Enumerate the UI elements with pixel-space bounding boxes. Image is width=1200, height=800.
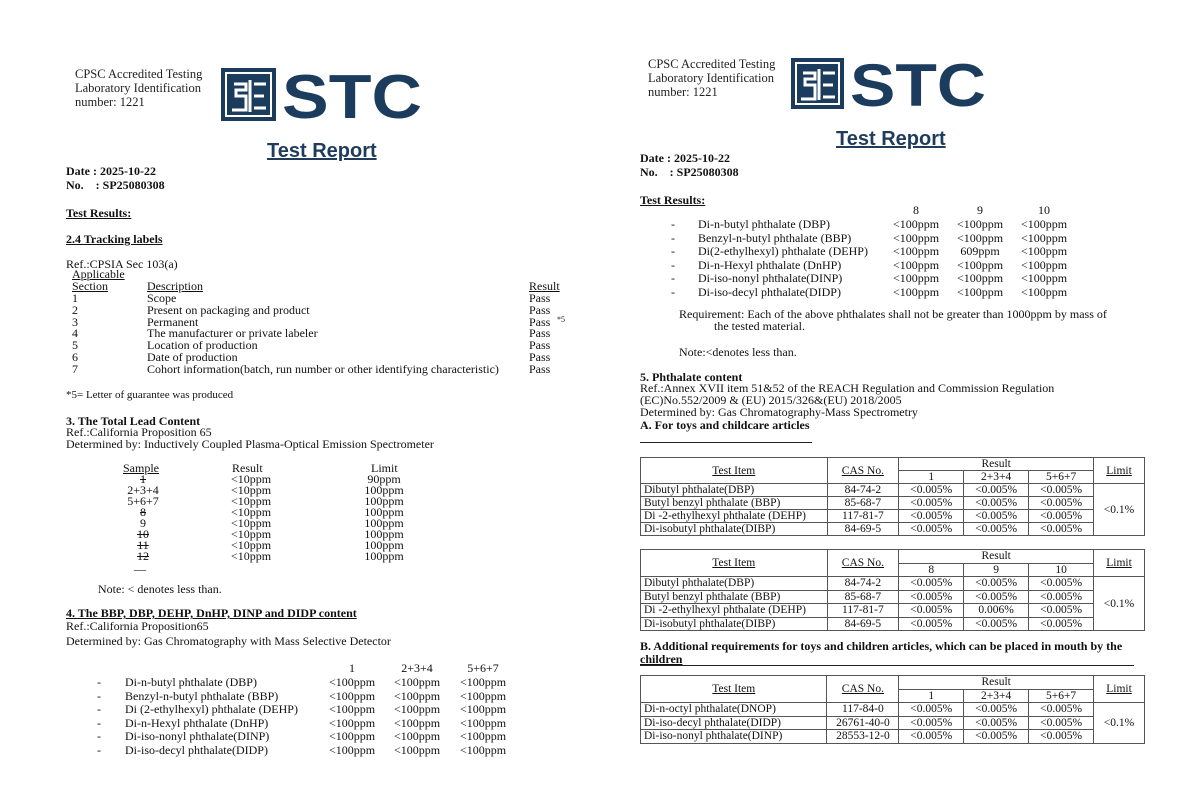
sample-col-header: 10 (1029, 563, 1094, 577)
test-item-cell: Butyl benzyl phthalate (BBP) (641, 497, 828, 510)
tracking-description: Permanent (147, 314, 199, 329)
header-row (641, 458, 1145, 471)
tracking-section: 3 (72, 314, 78, 329)
phthalate-value: <100ppm (1020, 284, 1068, 299)
footnote: *5= Letter of guarantee was produced (66, 389, 234, 401)
table-row (641, 497, 1145, 510)
lab-line: Laboratory Identification (648, 71, 774, 85)
bullet-dash: - (671, 284, 675, 299)
lead-result: <10ppm (230, 538, 272, 552)
lead-sample: 2+3+4 (127, 483, 159, 497)
bullet-dash: - (97, 715, 101, 730)
table-row (641, 716, 1145, 730)
result-cell: <0.005% (964, 730, 1029, 744)
phthalate-value: <100ppm (956, 271, 1004, 285)
lab-id-block (648, 57, 775, 99)
lead-note: Note: < denotes less than. (98, 582, 222, 596)
result-cell: <0.005% (964, 510, 1029, 523)
cas-cell: 84-69-5 (827, 617, 899, 631)
brand-text: STC (282, 66, 422, 124)
lead-sample: 10 (137, 527, 149, 541)
lead-result: <10ppm (230, 527, 272, 541)
phthalate-value: <100ppm (328, 688, 376, 703)
cas-cell: 85-68-7 (827, 590, 899, 604)
result-cell: <0.005% (1029, 577, 1094, 591)
section-b-heading: B. Additional requirements for toys and children articles, which can be placed in mouth by the (640, 639, 1123, 653)
phthalate-value: <100ppm (328, 742, 376, 757)
lead-limit: 90ppm (367, 472, 401, 486)
test-item-cell: Di -2-ethylhexyl phthalate (DEHP) (641, 510, 828, 523)
phthalate-value: <100ppm (892, 230, 940, 245)
test-item-cell: Di-isobutyl phthalate(DIBP) (641, 617, 828, 631)
result-cell: <0.005% (1029, 590, 1094, 604)
reach-method: Determined by: Gas Chromatography-Mass Spectrometry (640, 405, 918, 419)
col-cas: CAS No. (827, 550, 899, 577)
phthalate-value: <100ppm (892, 217, 940, 231)
lead-result: <10ppm (230, 483, 272, 497)
bullet-dash: - (97, 742, 101, 757)
tracking-description: The manufacturer or private labeler (147, 326, 318, 341)
bullet-dash: - (671, 230, 675, 245)
lead-sample: 5+6+7 (127, 494, 159, 508)
phthalate-value: <100ppm (328, 675, 376, 689)
result-cell: <0.005% (964, 590, 1029, 604)
sample-col-header: 5+6+7 (1029, 689, 1094, 703)
phthalate-value: <100ppm (393, 729, 441, 743)
col-limit: Limit (1094, 550, 1145, 577)
phthalate-name: Benzyl-n-butyl phthalate (BBP) (698, 230, 852, 245)
result-cell: <0.005% (964, 716, 1029, 730)
lead-result: <10ppm (230, 505, 272, 519)
phthalate-col-header: 2+3+4 (401, 661, 433, 675)
stc-logo (220, 66, 425, 124)
lead-ref: Ref.:California Proposition 65 (66, 425, 212, 439)
report-date: Date : 2025-10-22 (640, 151, 730, 165)
phthalate-value: <100ppm (393, 715, 441, 730)
table-row (641, 523, 1145, 536)
result-cell: <0.005% (899, 716, 964, 730)
phthalate-name: Di (2-ethylhexyl) phthalate (DEHP) (125, 702, 298, 716)
phthalate-value: <100ppm (1020, 257, 1068, 272)
col-result: Result (899, 550, 1094, 564)
lead-limit: 100ppm (364, 483, 404, 497)
phthalate-heading: 4. The BBP, DBP, DEHP, DnHP, DINP and DIDP content (66, 606, 357, 620)
result-cell: <0.005% (1029, 523, 1094, 536)
tracking-result: Pass (529, 361, 551, 376)
lead-sample: 1 (140, 472, 146, 486)
result-cell: <0.005% (1029, 510, 1094, 523)
sample-col-header: 2+3+4 (964, 689, 1029, 703)
test-item-cell: Di-n-octyl phthalate(DNOP) (641, 703, 827, 717)
phthalate-col-header: 1 (349, 661, 355, 675)
phthalate-name: Di-iso-nonyl phthalate(DINP) (125, 729, 270, 743)
phthalate-col-header: 10 (1038, 203, 1050, 217)
tracking-description: Present on packaging and product (147, 302, 310, 317)
lead-result: <10ppm (230, 549, 272, 563)
report-title: Test Report (836, 128, 946, 150)
phthalate-value: <100ppm (1020, 230, 1068, 245)
phthalate-value: <100ppm (892, 244, 940, 258)
section-a-heading: A. For toys and childcare articles (640, 418, 810, 432)
phthalate-value: <100ppm (892, 271, 940, 285)
phthalate-ref: Ref.:California Proposition65 (66, 619, 209, 633)
phthalate-col-header: 8 (913, 203, 919, 217)
phthalate-value: <100ppm (956, 284, 1004, 299)
lab-line: Laboratory Identification (75, 81, 201, 95)
phthalate-value: <100ppm (459, 702, 507, 716)
lead-sample: 11 (137, 538, 149, 552)
result-cell: <0.005% (964, 523, 1029, 536)
tracking-section: 2 (72, 302, 78, 317)
cas-cell: 117-84-0 (827, 703, 899, 717)
result-cell: <0.005% (899, 523, 964, 536)
tracking-result: Pass (529, 326, 551, 341)
phthalate-value: <100ppm (956, 217, 1004, 231)
tracking-result: Pass (529, 314, 551, 329)
lead-sample: 12 (137, 549, 149, 563)
cas-cell: 28553-12-0 (827, 730, 899, 744)
result-cell: <0.005% (899, 484, 964, 497)
tracking-description: Date of production (147, 350, 238, 364)
result-cell: <0.005% (1029, 484, 1094, 497)
result-cell: <0.005% (1029, 703, 1094, 717)
tracking-heading: 2.4 Tracking labels (66, 232, 163, 246)
cas-cell: 84-74-2 (827, 577, 899, 591)
table-row (641, 510, 1145, 523)
table-row (641, 703, 1145, 717)
bullet-dash: - (97, 675, 101, 689)
lead-limit: 100ppm (364, 516, 404, 530)
result-cell: <0.005% (1029, 716, 1094, 730)
result-cell: <0.005% (964, 617, 1029, 631)
reach-ref: (EC)No.552/2009 & (EU) 2015/326&(EU) 2018/2005 (640, 393, 902, 407)
test-item-cell: Dibutyl phthalate(DBP) (641, 577, 828, 591)
result-table (640, 457, 1145, 536)
lab-line: number: 1221 (648, 85, 718, 99)
result-cell: <0.005% (899, 510, 964, 523)
test-item-cell: Di -2-ethylhexyl phthalate (DEHP) (641, 604, 828, 618)
limit-cell: <0.1% (1094, 484, 1145, 536)
limit-cell: <0.1% (1094, 577, 1145, 631)
phthalate-value: <100ppm (1020, 244, 1068, 258)
cas-cell: 85-68-7 (827, 497, 899, 510)
phthalate-name: Di-n-butyl phthalate (DBP) (125, 675, 257, 689)
lead-result: <10ppm (230, 494, 272, 508)
test-results-heading: Test Results: (66, 206, 132, 220)
phthalate-name: Di-iso-decyl phthalate(DIDP) (698, 284, 841, 299)
result-cell: <0.005% (964, 577, 1029, 591)
phthalate-value: <100ppm (459, 715, 507, 730)
bullet-dash: - (97, 702, 101, 716)
cas-cell: 26761-40-0 (827, 716, 899, 730)
phthalate-value: <100ppm (328, 729, 376, 743)
result-cell: <0.005% (1029, 604, 1094, 618)
stc-logo (790, 56, 990, 112)
result-cell: <0.005% (1029, 730, 1094, 744)
phthalate-value: <100ppm (393, 675, 441, 689)
result-cell: <0.005% (1029, 497, 1094, 510)
test-item-cell: Di-iso-nonyl phthalate(DINP) (641, 730, 827, 744)
bullet-dash: - (671, 257, 675, 272)
tracking-section: 7 (72, 361, 78, 376)
result-cell: <0.005% (899, 590, 964, 604)
bullet-dash: - (671, 271, 675, 285)
tracking-section: 6 (72, 350, 78, 364)
phthalate-name: Di-n-butyl phthalate (DBP) (698, 217, 830, 231)
tracking-section: 1 (72, 291, 78, 305)
col-limit: Limit (1094, 676, 1145, 703)
phthalate-value: <100ppm (328, 702, 376, 716)
result-cell: <0.005% (899, 497, 964, 510)
report-page-2 (600, 0, 1200, 800)
col-applicable: Applicable (72, 267, 125, 281)
phthalate-value: <100ppm (328, 715, 376, 730)
report-date: Date : 2025-10-22 (66, 164, 156, 178)
table-row (641, 617, 1145, 631)
phthalate-note: Note:<denotes less than. (679, 345, 797, 359)
lead-method: Determined by: Inductively Coupled Plasma-Optical Emission Spectrometer (66, 437, 434, 451)
phthalate-value: <100ppm (393, 702, 441, 716)
tracking-description: Location of production (147, 338, 258, 353)
table-row (641, 484, 1145, 497)
cas-cell: 84-69-5 (827, 523, 899, 536)
result-table (640, 675, 1145, 744)
col-limit: Limit (1094, 458, 1145, 484)
report-number: No. : SP25080308 (66, 178, 165, 192)
section-b-heading-cont: children (640, 652, 683, 666)
col-description: Description (147, 279, 203, 293)
phthalate-name: Di-n-Hexyl phthalate (DnHP) (698, 257, 842, 272)
phthalate-method: Determined by: Gas Chromatography with Mass Selective Detector (66, 634, 391, 648)
phthalate-name: Benzyl-n-butyl phthalate (BBP) (125, 688, 279, 703)
col-result: Result (899, 676, 1094, 690)
phthalate-value: <100ppm (892, 257, 940, 272)
bullet-dash: - (671, 217, 675, 231)
report-number: No. : SP25080308 (640, 165, 739, 179)
lead-sample: 9 (140, 516, 146, 530)
reach-heading: 5. Phthalate content (640, 370, 743, 384)
phthalate-value: <100ppm (459, 675, 507, 689)
sample-col-header: 8 (899, 563, 964, 577)
header-row (641, 676, 1145, 690)
phthalate-value: <100ppm (393, 742, 441, 757)
footnote-mark: *5 (557, 315, 565, 324)
result-cell: <0.005% (1029, 617, 1094, 631)
table-row (641, 604, 1145, 618)
lead-sample: 8 (140, 505, 146, 519)
tracking-ref: Ref.:CPSIA Sec 103(a) (66, 257, 178, 271)
phthalate-value: <100ppm (459, 688, 507, 703)
requirement-line: Requirement: Each of the above phthalates shall not be greater than 1000ppm by mass of (679, 307, 1107, 321)
tracking-description: Cohort information(batch, run number or other identifying characteristic) (147, 361, 499, 376)
tracking-result: Pass (529, 350, 551, 364)
phthalate-value: <100ppm (956, 257, 1004, 272)
result-cell: <0.005% (899, 617, 964, 631)
limit-cell: <0.1% (1094, 703, 1145, 744)
table-row (641, 577, 1145, 591)
phthalate-name: Di-iso-decyl phthalate(DIDP) (125, 742, 268, 757)
phthalate-value: <100ppm (1020, 271, 1068, 285)
tracking-section: 5 (72, 338, 78, 353)
test-results-heading: Test Results: (640, 193, 706, 207)
tracking-result: Pass (529, 302, 551, 317)
col-result: Result (899, 458, 1094, 471)
result-cell: 0.006% (964, 604, 1029, 618)
result-cell: <0.005% (899, 730, 964, 744)
cas-cell: 84-74-2 (827, 484, 899, 497)
brand-text: STC (850, 56, 986, 112)
divider (640, 442, 812, 443)
result-cell: <0.005% (964, 484, 1029, 497)
reach-ref: Ref.:Annex XVII item 51&52 of the REACH Regulation and Commission Regulation (640, 381, 1055, 395)
phthalate-name: Di-iso-nonyl phthalate(DINP) (698, 271, 843, 285)
tracking-result: Pass (529, 338, 551, 353)
table-row (641, 590, 1145, 604)
bullet-dash: - (97, 729, 101, 743)
test-item-cell: Di-iso-decyl phthalate(DIDP) (641, 716, 827, 730)
result-cell: <0.005% (899, 703, 964, 717)
phthalate-col-header: 9 (977, 203, 983, 217)
sample-col-header: 1 (899, 689, 964, 703)
report-title: Test Report (267, 140, 377, 162)
lead-dash: — (134, 562, 146, 576)
test-item-cell: Butyl benzyl phthalate (BBP) (641, 590, 828, 604)
tracking-result: Pass (529, 291, 551, 305)
sample-col-header: 1 (899, 471, 964, 484)
phthalate-value: <100ppm (459, 729, 507, 743)
lead-limit: 100ppm (364, 527, 404, 541)
lab-line: CPSC Accredited Testing (648, 57, 776, 71)
lab-line: number: 1221 (75, 95, 145, 109)
phthalate-value: <100ppm (892, 284, 940, 299)
lab-id-block (75, 67, 202, 109)
lead-limit: 100ppm (364, 505, 404, 519)
phthalate-value: <100ppm (393, 688, 441, 703)
phthalate-value: <100ppm (956, 230, 1004, 245)
col-result: Result (529, 279, 560, 293)
lead-result: <10ppm (230, 516, 272, 530)
header-row (641, 550, 1145, 564)
phthalate-name: Di-n-Hexyl phthalate (DnHP) (125, 715, 269, 730)
tracking-section: 4 (72, 326, 78, 341)
phthalate-name: Di(2-ethylhexyl) phthalate (DEHP) (698, 244, 868, 258)
test-item-cell: Di-isobutyl phthalate(DIBP) (641, 523, 828, 536)
phthalate-value: <100ppm (459, 742, 507, 757)
col-lead-result: Result (232, 461, 263, 475)
lead-limit: 100ppm (364, 538, 404, 552)
test-item-cell: Dibutyl phthalate(DBP) (641, 484, 828, 497)
result-cell: <0.005% (899, 577, 964, 591)
table-row (641, 730, 1145, 744)
result-cell: <0.005% (964, 497, 1029, 510)
result-table (640, 549, 1145, 631)
result-cell: <0.005% (899, 604, 964, 618)
lead-heading: 3. The Total Lead Content (66, 414, 201, 428)
lead-result: <10ppm (230, 472, 272, 486)
cas-cell: 117-81-7 (827, 510, 899, 523)
col-cas: CAS No. (827, 458, 899, 484)
sample-col-header: 9 (964, 563, 1029, 577)
cas-cell: 117-81-7 (827, 604, 899, 618)
col-test-item: Test Item (641, 458, 828, 484)
lab-line: CPSC Accredited Testing (75, 67, 203, 81)
bullet-dash: - (97, 688, 101, 703)
phthalate-value: <100ppm (1020, 217, 1068, 231)
col-sample: Sample (123, 461, 159, 475)
lead-limit: 100ppm (364, 494, 404, 508)
bullet-dash: - (671, 244, 675, 258)
result-cell: <0.005% (964, 703, 1029, 717)
phthalate-col-header: 5+6+7 (467, 661, 499, 675)
phthalate-value: 609ppm (960, 244, 1000, 258)
col-test-item: Test Item (641, 676, 827, 703)
col-section: Section (72, 279, 108, 293)
divider (640, 665, 1134, 666)
sample-col-header: 2+3+4 (964, 471, 1029, 484)
sample-col-header: 5+6+7 (1029, 471, 1094, 484)
col-lead-limit: Limit (371, 461, 398, 475)
requirement-line: the tested material. (714, 319, 805, 333)
col-test-item: Test Item (641, 550, 828, 577)
tracking-description: Scope (147, 291, 177, 305)
lead-limit: 100ppm (364, 549, 404, 563)
col-cas: CAS No. (827, 676, 899, 703)
